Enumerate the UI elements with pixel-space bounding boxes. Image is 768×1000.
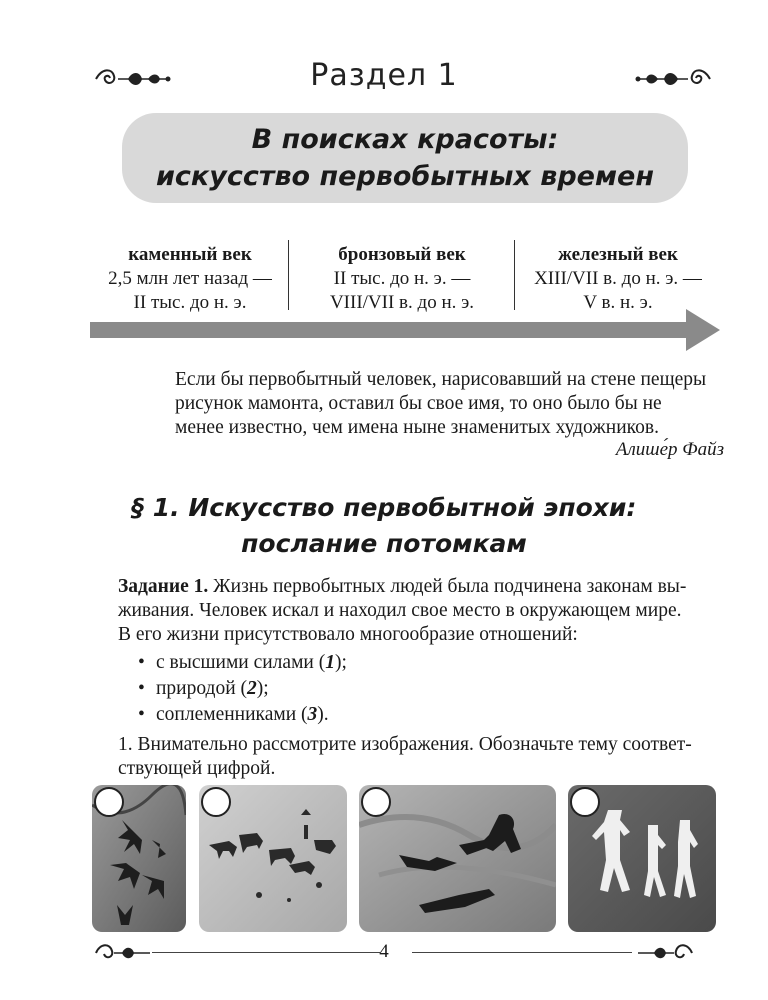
era-name: бронзовый век: [338, 244, 466, 265]
era-range-start: XIII/VII в. до н. э. —: [534, 268, 702, 289]
bullet-item: • природой (2);: [138, 678, 269, 699]
era-name: каменный век: [128, 244, 252, 265]
timeline-divider: [288, 240, 289, 310]
bullet-item: • соплеменниками (3).: [138, 704, 329, 725]
chapter-title-line-1: В поисках красоты:: [251, 124, 559, 155]
chapter-title-line-2: искусство первобытных времен: [155, 161, 655, 192]
question-text: [118, 733, 724, 781]
era-name: железный век: [558, 244, 678, 265]
heading-line-2: послание потомкам: [241, 529, 527, 558]
answer-circle[interactable]: [201, 787, 231, 817]
right-flourish-ornament: [632, 66, 714, 92]
era-range-end: V в. н. э.: [583, 292, 653, 313]
question-line: ствующей цифрой.: [118, 758, 276, 779]
quote-author: Алише́р Файз: [615, 439, 724, 460]
bullet-number: 2: [247, 678, 257, 699]
task-line: В его жизни присутствовало многообразие отношений:: [118, 624, 578, 645]
epigraph-quote: [175, 368, 725, 440]
footer-rule-right: [412, 952, 632, 953]
task-text: [118, 575, 724, 647]
heading-line-1: § 1. Искусство первобытной эпохи:: [131, 493, 637, 522]
answer-circle[interactable]: [570, 787, 600, 817]
era-range-start: 2,5 млн лет назад —: [108, 268, 272, 289]
task-line: Жизнь первобытных людей была подчинена законам вы-: [208, 576, 687, 597]
answer-circle[interactable]: [94, 787, 124, 817]
answer-circle[interactable]: [361, 787, 391, 817]
era-range-end: VIII/VII в. до н. э.: [329, 292, 475, 313]
timeline-divider: [514, 240, 515, 310]
section-label: Раздел 1: [310, 58, 458, 93]
paragraph-heading: [0, 490, 768, 562]
era-range-start: II тыс. до н. э. —: [333, 268, 471, 289]
quote-line: рисунок мамонта, оставил бы свое имя, то оно было бы не: [175, 393, 662, 414]
chapter-title-box: [122, 113, 688, 203]
task-label: Задание 1.: [118, 576, 209, 597]
page-number: 4: [379, 941, 389, 962]
quote-line: менее известно, чем имена ныне знаменитых художников.: [175, 417, 659, 438]
question-line: 1. Внимательно рассмотрите изображения. Обозначьте тему соответ-: [118, 734, 692, 755]
timeline-arrow: [90, 303, 722, 364]
bullet-item: • с высшими силами (1);: [138, 652, 347, 673]
quote-line: Если бы первобытный человек, нарисовавший на стене пещеры: [175, 369, 707, 390]
footer-right-ornament: [636, 940, 696, 966]
bullet-number: 3: [307, 704, 318, 725]
era-range-end: II тыс. до н. э.: [133, 292, 247, 313]
bullet-number: 1: [325, 652, 335, 673]
task-line: живания. Человек искал и находил свое место в окружающем мире.: [118, 600, 682, 621]
